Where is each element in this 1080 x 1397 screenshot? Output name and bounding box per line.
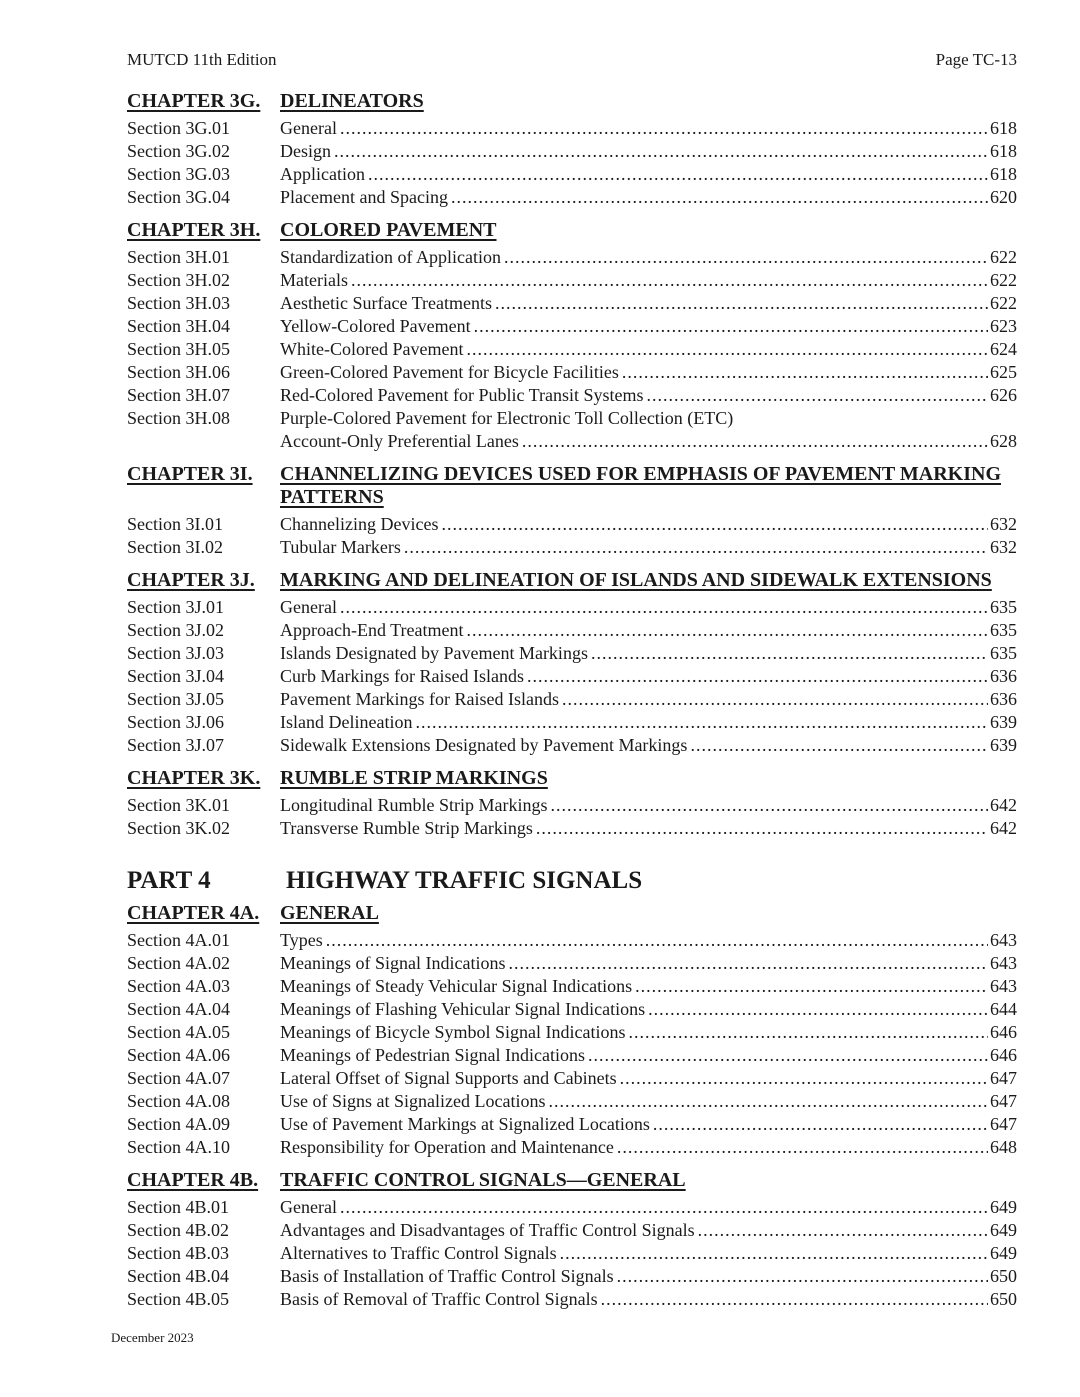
section-title: Longitudinal Rumble Strip Markings bbox=[280, 795, 548, 815]
section-title-wrap bbox=[280, 1219, 988, 1242]
dot-leader bbox=[653, 1113, 988, 1136]
chapter-number: CHAPTER 3H. bbox=[127, 219, 261, 241]
section-title: General bbox=[280, 597, 337, 617]
chapter-4b bbox=[127, 1169, 1017, 1311]
section-title: Channelizing Devices bbox=[280, 514, 439, 534]
toc-entry[interactable] bbox=[127, 1288, 1017, 1311]
chapter-title: COLORED PAVEMENT bbox=[280, 219, 497, 241]
section-number: Section 3H.01 bbox=[127, 247, 230, 267]
dot-leader bbox=[504, 246, 988, 269]
section-title-wrap bbox=[280, 246, 988, 269]
chapter-title: DELINEATORS bbox=[280, 90, 424, 112]
section-title-wrap bbox=[280, 186, 988, 209]
toc-entry[interactable] bbox=[127, 513, 1017, 536]
section-number: Section 3K.02 bbox=[127, 818, 230, 838]
dot-leader bbox=[527, 665, 988, 688]
section-list bbox=[127, 513, 1017, 559]
section-page: 623 bbox=[990, 316, 1017, 336]
section-title: Pavement Markings for Raised Islands bbox=[280, 689, 559, 709]
dot-leader bbox=[601, 1288, 988, 1311]
chapter-heading[interactable] bbox=[127, 219, 1017, 242]
toc-entry[interactable] bbox=[127, 117, 1017, 140]
section-number: Section 3H.08 bbox=[127, 408, 230, 428]
toc-entry[interactable] bbox=[127, 407, 1017, 430]
dot-leader bbox=[617, 1265, 988, 1288]
dot-leader bbox=[536, 817, 988, 840]
section-title: Use of Pavement Markings at Signalized Locations bbox=[280, 1114, 650, 1134]
section-title: Green-Colored Pavement for Bicycle Facilities bbox=[280, 362, 619, 382]
dot-leader bbox=[508, 952, 988, 975]
section-title-wrap bbox=[280, 596, 988, 619]
section-page: 635 bbox=[990, 620, 1017, 640]
section-title-wrap bbox=[280, 998, 988, 1021]
section-title: Account-Only Preferential Lanes bbox=[280, 431, 519, 451]
section-page: 649 bbox=[990, 1243, 1017, 1263]
section-title: Meanings of Flashing Vehicular Signal Indications bbox=[280, 999, 646, 1019]
toc-entry[interactable] bbox=[127, 998, 1017, 1021]
section-title-wrap bbox=[280, 1288, 988, 1311]
section-title: Islands Designated by Pavement Markings bbox=[280, 643, 588, 663]
section-number: Section 3I.02 bbox=[127, 537, 223, 557]
section-page: 636 bbox=[990, 666, 1017, 686]
section-page: 650 bbox=[990, 1289, 1017, 1309]
part-number: PART 4 bbox=[127, 867, 211, 894]
section-page: 643 bbox=[990, 953, 1017, 973]
section-title: Approach-End Treatment bbox=[280, 620, 464, 640]
section-title: Alternatives to Traffic Control Signals bbox=[280, 1243, 557, 1263]
toc-entry[interactable] bbox=[127, 1044, 1017, 1067]
chapter-title: RUMBLE STRIP MARKINGS bbox=[280, 767, 548, 789]
section-page: 628 bbox=[990, 431, 1017, 451]
section-number: Section 3H.06 bbox=[127, 362, 230, 382]
section-title: White-Colored Pavement bbox=[280, 339, 464, 359]
section-title: General bbox=[280, 1197, 337, 1217]
section-title: Transverse Rumble Strip Markings bbox=[280, 818, 533, 838]
section-title-wrap bbox=[280, 688, 988, 711]
toc-entry[interactable] bbox=[127, 269, 1017, 292]
section-title: Use of Signs at Signalized Locations bbox=[280, 1091, 546, 1111]
toc-entry[interactable] bbox=[127, 361, 1017, 384]
chapter-heading[interactable] bbox=[127, 902, 1017, 925]
dot-leader bbox=[588, 1044, 988, 1067]
running-footer: December 2023 bbox=[111, 1330, 194, 1345]
toc-entry[interactable] bbox=[127, 952, 1017, 975]
chapter-title: CHANNELIZING DEVICES USED FOR EMPHASIS OF PAVEMENT MARKING PATTERNS bbox=[280, 463, 1002, 508]
section-title-wrap bbox=[280, 1136, 988, 1159]
toc-entry[interactable] bbox=[127, 734, 1017, 757]
section-title-wrap bbox=[280, 817, 988, 840]
section-title: Types bbox=[280, 930, 323, 950]
section-title: Aesthetic Surface Treatments bbox=[280, 293, 492, 313]
section-title-wrap bbox=[280, 536, 988, 559]
dot-leader bbox=[647, 384, 989, 407]
chapter-number: CHAPTER 4B. bbox=[127, 1169, 259, 1191]
section-page: 650 bbox=[990, 1266, 1017, 1286]
section-title-wrap bbox=[280, 794, 988, 817]
toc-entry[interactable] bbox=[127, 315, 1017, 338]
toc-entry[interactable] bbox=[127, 140, 1017, 163]
section-title-wrap bbox=[280, 513, 988, 536]
section-page: 626 bbox=[990, 385, 1017, 405]
dot-leader bbox=[340, 117, 988, 140]
section-page: 618 bbox=[990, 118, 1017, 138]
dot-leader bbox=[551, 794, 989, 817]
section-title-wrap bbox=[280, 665, 988, 688]
toc-entry[interactable] bbox=[127, 642, 1017, 665]
section-title-wrap bbox=[280, 1021, 988, 1044]
section-title-wrap bbox=[280, 642, 988, 665]
section-number: Section 3I.01 bbox=[127, 514, 223, 534]
section-number: Section 3J.07 bbox=[127, 735, 224, 755]
dot-leader bbox=[562, 688, 988, 711]
section-title: Meanings of Bicycle Symbol Signal Indications bbox=[280, 1022, 626, 1042]
toc-entry[interactable] bbox=[127, 338, 1017, 361]
toc-entry[interactable] bbox=[127, 794, 1017, 817]
chapter-number: CHAPTER 3I. bbox=[127, 463, 253, 485]
dot-leader bbox=[560, 1242, 988, 1265]
section-page: 643 bbox=[990, 976, 1017, 996]
section-page: 636 bbox=[990, 689, 1017, 709]
section-number: Section 3J.03 bbox=[127, 643, 224, 663]
section-number: Section 4A.04 bbox=[127, 999, 230, 1019]
dot-leader bbox=[415, 711, 988, 734]
section-number: Section 3H.07 bbox=[127, 385, 230, 405]
section-page: 632 bbox=[990, 537, 1017, 557]
section-title: Design bbox=[280, 141, 331, 161]
section-number: Section 3H.03 bbox=[127, 293, 230, 313]
toc-entry[interactable] bbox=[127, 665, 1017, 688]
chapter-title: GENERAL bbox=[280, 902, 379, 924]
section-title-wrap bbox=[280, 1044, 988, 1067]
section-number: Section 4B.02 bbox=[127, 1220, 229, 1240]
toc-entry[interactable] bbox=[127, 1265, 1017, 1288]
toc-page bbox=[127, 48, 1017, 1321]
dot-leader bbox=[522, 430, 988, 453]
section-number: Section 4B.05 bbox=[127, 1289, 229, 1309]
dot-leader bbox=[368, 163, 988, 186]
toc-entry[interactable] bbox=[127, 688, 1017, 711]
section-page bbox=[1015, 407, 1017, 430]
chapter-3h bbox=[127, 219, 1017, 453]
section-list bbox=[127, 596, 1017, 757]
section-number: Section 4A.06 bbox=[127, 1045, 230, 1065]
dot-leader bbox=[620, 1067, 988, 1090]
section-list bbox=[127, 929, 1017, 1159]
section-number: Section 4A.03 bbox=[127, 976, 230, 996]
dot-leader bbox=[698, 1219, 988, 1242]
section-title-wrap bbox=[280, 117, 988, 140]
chapter-heading[interactable] bbox=[127, 463, 1017, 509]
section-page: 642 bbox=[990, 818, 1017, 838]
dot-leader bbox=[351, 269, 988, 292]
section-title: Island Delineation bbox=[280, 712, 413, 732]
chapter-number: CHAPTER 4A. bbox=[127, 902, 260, 924]
toc-entry[interactable] bbox=[127, 186, 1017, 209]
section-page: 639 bbox=[990, 712, 1017, 732]
section-number: Section 4A.07 bbox=[127, 1068, 230, 1088]
section-title-wrap bbox=[280, 292, 988, 315]
section-number: Section 4A.01 bbox=[127, 930, 230, 950]
section-title-wrap bbox=[280, 711, 988, 734]
section-title-wrap bbox=[280, 407, 1015, 430]
dot-leader bbox=[466, 619, 988, 642]
document-title: MUTCD 11th Edition bbox=[127, 50, 277, 69]
page-number: Page TC-13 bbox=[935, 50, 1017, 69]
section-number: Section 3H.04 bbox=[127, 316, 230, 336]
section-page: 648 bbox=[990, 1137, 1017, 1157]
section-title: Responsibility for Operation and Maintenance bbox=[280, 1137, 614, 1157]
toc-entry[interactable] bbox=[127, 536, 1017, 559]
section-list bbox=[127, 117, 1017, 209]
section-page: 618 bbox=[990, 141, 1017, 161]
section-number: Section 3H.05 bbox=[127, 339, 230, 359]
section-page: 622 bbox=[990, 270, 1017, 290]
section-title: Application bbox=[280, 164, 365, 184]
chapter-heading[interactable] bbox=[127, 767, 1017, 790]
part-heading[interactable] bbox=[127, 866, 1017, 896]
section-page: 647 bbox=[990, 1068, 1017, 1088]
section-title: Sidewalk Extensions Designated by Pavement Markings bbox=[280, 735, 688, 755]
section-number: Section 4B.01 bbox=[127, 1197, 229, 1217]
chapter-title: TRAFFIC CONTROL SIGNALS—GENERAL bbox=[280, 1169, 686, 1191]
dot-leader bbox=[648, 998, 988, 1021]
chapter-3i bbox=[127, 463, 1017, 559]
section-title-wrap bbox=[280, 1067, 988, 1090]
section-title-wrap bbox=[280, 140, 988, 163]
dot-leader bbox=[622, 361, 988, 384]
toc-entry[interactable] bbox=[127, 1113, 1017, 1136]
section-page: 635 bbox=[990, 643, 1017, 663]
section-number: Section 3G.02 bbox=[127, 141, 230, 161]
section-title-wrap bbox=[280, 1242, 988, 1265]
toc-entry[interactable] bbox=[127, 292, 1017, 315]
dot-leader bbox=[591, 642, 988, 665]
section-page: 624 bbox=[990, 339, 1017, 359]
chapter-heading[interactable] bbox=[127, 569, 1017, 592]
section-number: Section 4A.09 bbox=[127, 1114, 230, 1134]
section-title-wrap bbox=[280, 384, 988, 407]
section-page: 639 bbox=[990, 735, 1017, 755]
toc-entry[interactable] bbox=[127, 430, 1017, 453]
toc-entry[interactable] bbox=[127, 817, 1017, 840]
chapter-number: CHAPTER 3G. bbox=[127, 90, 261, 112]
toc-entry[interactable] bbox=[127, 163, 1017, 186]
section-title-wrap bbox=[280, 1265, 988, 1288]
section-page: 649 bbox=[990, 1220, 1017, 1240]
dot-leader bbox=[495, 292, 988, 315]
section-title-wrap bbox=[280, 1090, 988, 1113]
dot-leader bbox=[548, 1090, 988, 1113]
toc-entry[interactable] bbox=[127, 384, 1017, 407]
section-page: 646 bbox=[990, 1045, 1017, 1065]
part-title: HIGHWAY TRAFFIC SIGNALS bbox=[286, 867, 643, 894]
section-page: 620 bbox=[990, 187, 1017, 207]
dot-leader bbox=[690, 734, 988, 757]
section-title-wrap bbox=[280, 1196, 988, 1219]
section-page: 649 bbox=[990, 1197, 1017, 1217]
chapter-4a bbox=[127, 902, 1017, 1159]
dot-leader bbox=[451, 186, 988, 209]
dot-leader bbox=[326, 929, 988, 952]
section-title: Meanings of Signal Indications bbox=[280, 953, 506, 973]
toc-entry[interactable] bbox=[127, 975, 1017, 998]
dot-leader bbox=[334, 140, 988, 163]
section-title-wrap bbox=[280, 163, 988, 186]
section-title: Tubular Markers bbox=[280, 537, 401, 557]
toc-entry[interactable] bbox=[127, 1219, 1017, 1242]
section-page: 647 bbox=[990, 1114, 1017, 1134]
toc-entry[interactable] bbox=[127, 1136, 1017, 1159]
section-title-wrap bbox=[280, 1113, 988, 1136]
section-page: 625 bbox=[990, 362, 1017, 382]
section-page: 632 bbox=[990, 514, 1017, 534]
section-title-wrap bbox=[280, 929, 988, 952]
running-header bbox=[127, 48, 1017, 72]
section-number: Section 4A.10 bbox=[127, 1137, 230, 1157]
toc-entry[interactable] bbox=[127, 711, 1017, 734]
section-title: Advantages and Disadvantages of Traffic Control Signals bbox=[280, 1220, 695, 1240]
toc-entry[interactable] bbox=[127, 929, 1017, 952]
section-title: Yellow-Colored Pavement bbox=[280, 316, 471, 336]
section-title: Curb Markings for Raised Islands bbox=[280, 666, 524, 686]
section-title: General bbox=[280, 118, 337, 138]
section-title-wrap bbox=[280, 734, 988, 757]
section-number: Section 4B.03 bbox=[127, 1243, 229, 1263]
section-number: Section 4B.04 bbox=[127, 1266, 229, 1286]
section-title-wrap bbox=[280, 269, 988, 292]
toc-entry[interactable] bbox=[127, 596, 1017, 619]
section-number: Section 3J.01 bbox=[127, 597, 224, 617]
section-title-wrap bbox=[280, 975, 988, 998]
section-title-wrap bbox=[280, 619, 988, 642]
section-title-wrap bbox=[280, 315, 988, 338]
section-title-wrap bbox=[280, 361, 988, 384]
toc-entry[interactable] bbox=[127, 1021, 1017, 1044]
section-title: Basis of Removal of Traffic Control Signals bbox=[280, 1289, 598, 1309]
section-page: 647 bbox=[990, 1091, 1017, 1111]
section-number: Section 3J.06 bbox=[127, 712, 224, 732]
section-number: Section 3J.04 bbox=[127, 666, 224, 686]
toc-entry[interactable] bbox=[127, 1067, 1017, 1090]
chapter-title: MARKING AND DELINEATION OF ISLANDS AND SIDEWALK EXTENSIONS bbox=[280, 569, 992, 591]
section-list bbox=[127, 246, 1017, 453]
section-title: Basis of Installation of Traffic Control Signals bbox=[280, 1266, 614, 1286]
section-page: 646 bbox=[990, 1022, 1017, 1042]
toc-entry[interactable] bbox=[127, 619, 1017, 642]
section-number: Section 3J.02 bbox=[127, 620, 224, 640]
section-page: 618 bbox=[990, 164, 1017, 184]
section-title: Standardization of Application bbox=[280, 247, 501, 267]
section-title-wrap bbox=[280, 430, 988, 453]
dot-leader bbox=[736, 407, 1015, 430]
section-page: 635 bbox=[990, 597, 1017, 617]
section-page: 644 bbox=[990, 999, 1017, 1019]
dot-leader bbox=[340, 596, 988, 619]
chapter-number: CHAPTER 3J. bbox=[127, 569, 255, 591]
toc-entry[interactable] bbox=[127, 246, 1017, 269]
toc-entry[interactable] bbox=[127, 1196, 1017, 1219]
section-list bbox=[127, 1196, 1017, 1311]
section-number: Section 3G.04 bbox=[127, 187, 230, 207]
section-title-wrap bbox=[280, 952, 988, 975]
chapter-heading[interactable] bbox=[127, 90, 1017, 113]
section-number: Section 3G.03 bbox=[127, 164, 230, 184]
chapter-3k bbox=[127, 767, 1017, 840]
dot-leader bbox=[635, 975, 988, 998]
dot-leader bbox=[404, 536, 988, 559]
section-list bbox=[127, 794, 1017, 840]
dot-leader bbox=[340, 1196, 988, 1219]
section-number: Section 4A.08 bbox=[127, 1091, 230, 1111]
dot-leader bbox=[628, 1021, 988, 1044]
section-title-wrap bbox=[280, 338, 988, 361]
section-page: 622 bbox=[990, 247, 1017, 267]
chapter-heading[interactable] bbox=[127, 1169, 1017, 1192]
toc-entry[interactable] bbox=[127, 1090, 1017, 1113]
chapter-3j bbox=[127, 569, 1017, 757]
section-number: Section 3G.01 bbox=[127, 118, 230, 138]
dot-leader bbox=[466, 338, 988, 361]
chapter-3g bbox=[127, 90, 1017, 209]
toc-entry[interactable] bbox=[127, 1242, 1017, 1265]
section-number: Section 3K.01 bbox=[127, 795, 230, 815]
section-title: Meanings of Steady Vehicular Signal Indications bbox=[280, 976, 633, 996]
section-number: Section 4A.05 bbox=[127, 1022, 230, 1042]
dot-leader bbox=[617, 1136, 988, 1159]
chapter-number: CHAPTER 3K. bbox=[127, 767, 261, 789]
section-number: Section 4A.02 bbox=[127, 953, 230, 973]
section-page: 643 bbox=[990, 930, 1017, 950]
section-page: 642 bbox=[990, 795, 1017, 815]
section-page: 622 bbox=[990, 293, 1017, 313]
section-title: Materials bbox=[280, 270, 348, 290]
dot-leader bbox=[441, 513, 988, 536]
section-number bbox=[127, 430, 280, 453]
section-title: Purple-Colored Pavement for Electronic Toll Collection (ETC) bbox=[280, 408, 734, 428]
dot-leader bbox=[474, 315, 988, 338]
section-title: Meanings of Pedestrian Signal Indications bbox=[280, 1045, 585, 1065]
section-title: Placement and Spacing bbox=[280, 187, 448, 207]
section-title: Lateral Offset of Signal Supports and Cabinets bbox=[280, 1068, 617, 1088]
section-number: Section 3J.05 bbox=[127, 689, 224, 709]
section-title: Red-Colored Pavement for Public Transit Systems bbox=[280, 385, 644, 405]
section-number: Section 3H.02 bbox=[127, 270, 230, 290]
